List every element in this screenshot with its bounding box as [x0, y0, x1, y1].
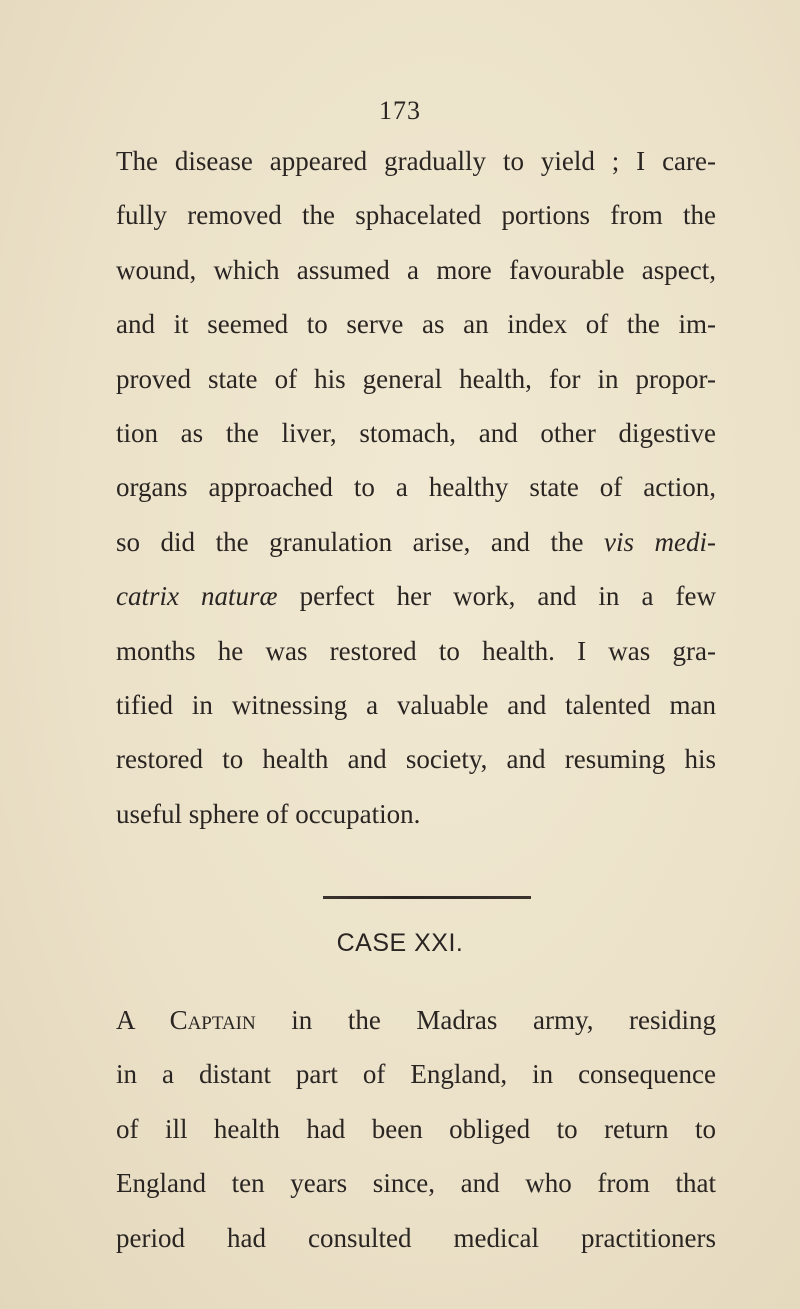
- italic-latin-phrase: vis medi-: [603, 526, 716, 557]
- text-line: The disease appeared gradually to yield ; I care-: [116, 146, 716, 176]
- text-line: [116, 569, 716, 623]
- text-line: [116, 515, 716, 569]
- text-line: and it seemed to serve as an index of the im-: [116, 309, 716, 340]
- page-number: 173: [379, 96, 421, 125]
- italic-latin-phrase: catrix naturæ: [116, 581, 278, 612]
- text-line: England ten years since, and who from that: [116, 1168, 716, 1199]
- text-segment: so did the granulation arise, and the: [116, 526, 604, 557]
- text-line: of ill health had been obliged to return to: [116, 1113, 716, 1144]
- text-line: organs approached to a healthy state of action,: [116, 472, 716, 503]
- text-line: tion as the liver, stomach, and other digestive: [116, 417, 716, 448]
- text-line: restored to health and society, and resuming his: [116, 744, 716, 775]
- text-line: [116, 993, 716, 1047]
- text-line: fully removed the sphacelated portions from the: [116, 200, 716, 231]
- text-line: in a distant part of England, in consequence: [116, 1059, 716, 1090]
- paragraph-2: [116, 993, 716, 1265]
- text-segment: perfect her work, and in a few: [277, 581, 716, 612]
- text-segment: in the Madras army, residing: [255, 1005, 716, 1035]
- text-line: useful sphere of occupation.: [116, 798, 421, 829]
- small-caps-opening: A Captain: [116, 1005, 256, 1035]
- text-line: months he was restored to health. I was gra-: [116, 635, 716, 666]
- paragraph-1: [116, 134, 716, 841]
- text-line: wound, which assumed a more favourable aspect,: [116, 254, 716, 285]
- text-line: period had consulted medical practitioners: [116, 1222, 716, 1253]
- text-line: proved state of his general health, for in propor-: [116, 363, 716, 394]
- case-heading: CASE XXI.: [336, 929, 464, 957]
- text-line: tified in witnessing a valuable and talented man: [116, 689, 716, 720]
- section-divider-rule: [323, 896, 531, 899]
